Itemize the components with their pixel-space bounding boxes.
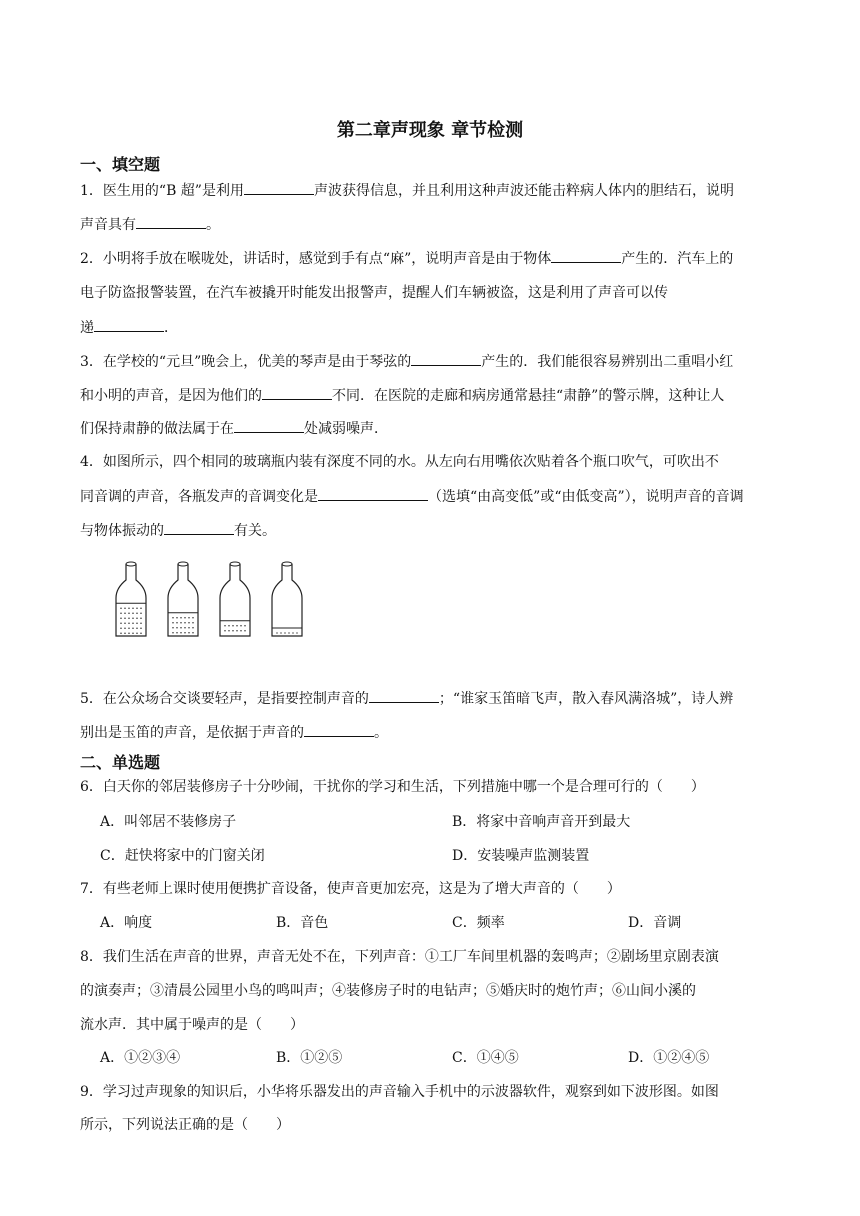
q8-option-a[interactable]: A．①②③④ <box>100 1050 181 1066</box>
section-heading-fill: 一、填空题 <box>80 155 161 174</box>
answer-blank[interactable] <box>551 248 621 263</box>
answer-blank[interactable] <box>234 418 304 433</box>
q3-text: 产生的．我们能很容易辨别出二重唱小红 <box>481 354 734 370</box>
q3-text: 们保持肃静的做法属于在 <box>80 421 234 437</box>
q2-line-1 <box>80 248 800 269</box>
bottle-mouth <box>178 562 188 566</box>
bottle-water <box>221 621 249 636</box>
q5-line-1 <box>80 688 800 709</box>
q5-text: ；“谁家玉笛暗飞声，散入春风满洛城”，诗人辨 <box>438 691 734 707</box>
q3-line-1 <box>80 351 800 372</box>
q2-text: 产生的．汽车上的 <box>621 251 734 267</box>
q1-text: 声音具有 <box>80 217 136 233</box>
answer-blank[interactable] <box>304 722 374 737</box>
q3-text: 处减弱噪声． <box>304 421 388 437</box>
q1-text: 。 <box>206 217 220 233</box>
q6-option-a[interactable]: A．叫邻居不装修房子 <box>100 814 237 830</box>
bottle-outline <box>272 564 302 636</box>
q8-line-1: 8．我们生活在声音的世界，声音无处不在，下列声音：①工厂车间里机器的轰鸣声；②剧场里京剧表演 <box>80 949 719 965</box>
q7-option-d[interactable]: D．音调 <box>628 915 682 931</box>
q8-option-c[interactable]: C．①④⑤ <box>452 1050 519 1066</box>
q4-text: 同音调的声音，各瓶发声的音调变化是 <box>80 489 318 505</box>
answer-blank[interactable] <box>94 317 164 332</box>
answer-blank[interactable] <box>164 520 234 535</box>
q1-text: 声波获得信息，并且利用这种声波还能击粹病人体内的胆结石，说明 <box>313 183 734 199</box>
q8-option-b[interactable]: B．①②⑤ <box>276 1050 343 1066</box>
q5-text: 别出是玉笛的声音，是依据于声音的 <box>80 725 304 741</box>
q2-line-3 <box>80 317 800 338</box>
bottle-mouth <box>282 562 292 566</box>
q7-stem: 7．有些老师上课时使用便携扩音设备，使声音更加宏亮，这是为了增大声音的（ ） <box>80 881 621 897</box>
q7-option-a[interactable]: A．响度 <box>100 915 153 931</box>
water-bottles-figure <box>108 560 328 640</box>
q2-text: 递 <box>80 320 94 336</box>
bottle-2 <box>168 562 198 636</box>
q4-line-2 <box>80 486 800 507</box>
bottle-4 <box>272 562 302 636</box>
q8-line-3: 流水声．其中属于噪声的是（ ） <box>80 1017 304 1033</box>
q1-text: 1．医生用的“B 超”是利用 <box>80 183 244 199</box>
answer-blank[interactable] <box>262 385 332 400</box>
q2-line-2: 电子防盗报警装置，在汽车被撬开时能发出报警声，提醒人们车辆被盗，这是利用了声音可以传 <box>80 285 668 301</box>
q4-text: （选填“由高变低”或“由低变高”），说明声音的音调 <box>428 489 744 505</box>
q7-option-c[interactable]: C．频率 <box>452 915 505 931</box>
bottle-mouth <box>230 562 240 566</box>
answer-blank[interactable] <box>411 351 481 366</box>
q5-line-2 <box>80 722 800 743</box>
q6-stem: 6．白天你的邻居装修房子十分吵闹，干扰你的学习和生活，下列措施中哪一个是合理可行的（ ） <box>80 779 705 795</box>
q2-text: 2．小明将手放在喉咙处，讲话时，感觉到手有点“麻”，说明声音是由于物体 <box>80 251 552 267</box>
q6-option-d[interactable]: D．安装噪声监测装置 <box>452 848 590 864</box>
q9-line-2: 所示，下列说法正确的是（ ） <box>80 1117 290 1133</box>
section-heading-single: 二、单选题 <box>80 753 161 772</box>
page-title: 第二章声现象 章节检测 <box>336 120 524 141</box>
answer-blank[interactable] <box>369 688 439 703</box>
q8-line-2: 的演奏声；③清晨公园里小鸟的鸣叫声；④装修房子时的电钻声；⑤婚庆时的炮竹声；⑥山间小溪的 <box>80 983 696 999</box>
q3-text: 3．在学校的“元旦”晚会上，优美的琴声是由于琴弦的 <box>80 354 412 370</box>
q7-option-b[interactable]: B．音色 <box>276 915 329 931</box>
q6-option-c[interactable]: C．赶快将家中的门窗关闭 <box>100 848 265 864</box>
q4-line-1: 4．如图所示，四个相同的玻璃瓶内装有深度不同的水。从左向右用嘴依次贴着各个瓶口吹气，可吹出不 <box>80 454 719 470</box>
answer-blank[interactable] <box>244 180 314 195</box>
q3-line-2 <box>80 385 800 406</box>
q5-text: 。 <box>374 725 388 741</box>
q4-line-3 <box>80 520 800 541</box>
q4-text: 有关。 <box>234 523 276 539</box>
answer-blank[interactable] <box>318 486 428 501</box>
bottle-water <box>273 628 301 636</box>
bottle-3 <box>220 562 250 636</box>
bottle-1 <box>116 562 146 636</box>
q9-line-1: 9．学习过声现象的知识后，小华将乐器发出的声音输入手机中的示波器软件，观察到如下波形图。如图 <box>80 1084 719 1100</box>
q8-option-d[interactable]: D．①②④⑤ <box>628 1050 710 1066</box>
q3-line-3 <box>80 418 800 439</box>
q1-line-1 <box>80 180 800 201</box>
q2-text: ． <box>164 320 178 336</box>
answer-blank[interactable] <box>136 214 206 229</box>
q3-text: 不同．在医院的走廊和病房通常悬挂“肃静”的警示牌，这种让人 <box>332 388 725 404</box>
q4-text: 与物体振动的 <box>80 523 164 539</box>
q3-text: 和小明的声音，是因为他们的 <box>80 388 262 404</box>
bottle-mouth <box>126 562 136 566</box>
q1-line-2 <box>80 214 800 235</box>
q6-option-b[interactable]: B．将家中音响声音开到最大 <box>452 814 631 830</box>
q5-text: 5．在公众场合交谈要轻声，是指要控制声音的 <box>80 691 369 707</box>
